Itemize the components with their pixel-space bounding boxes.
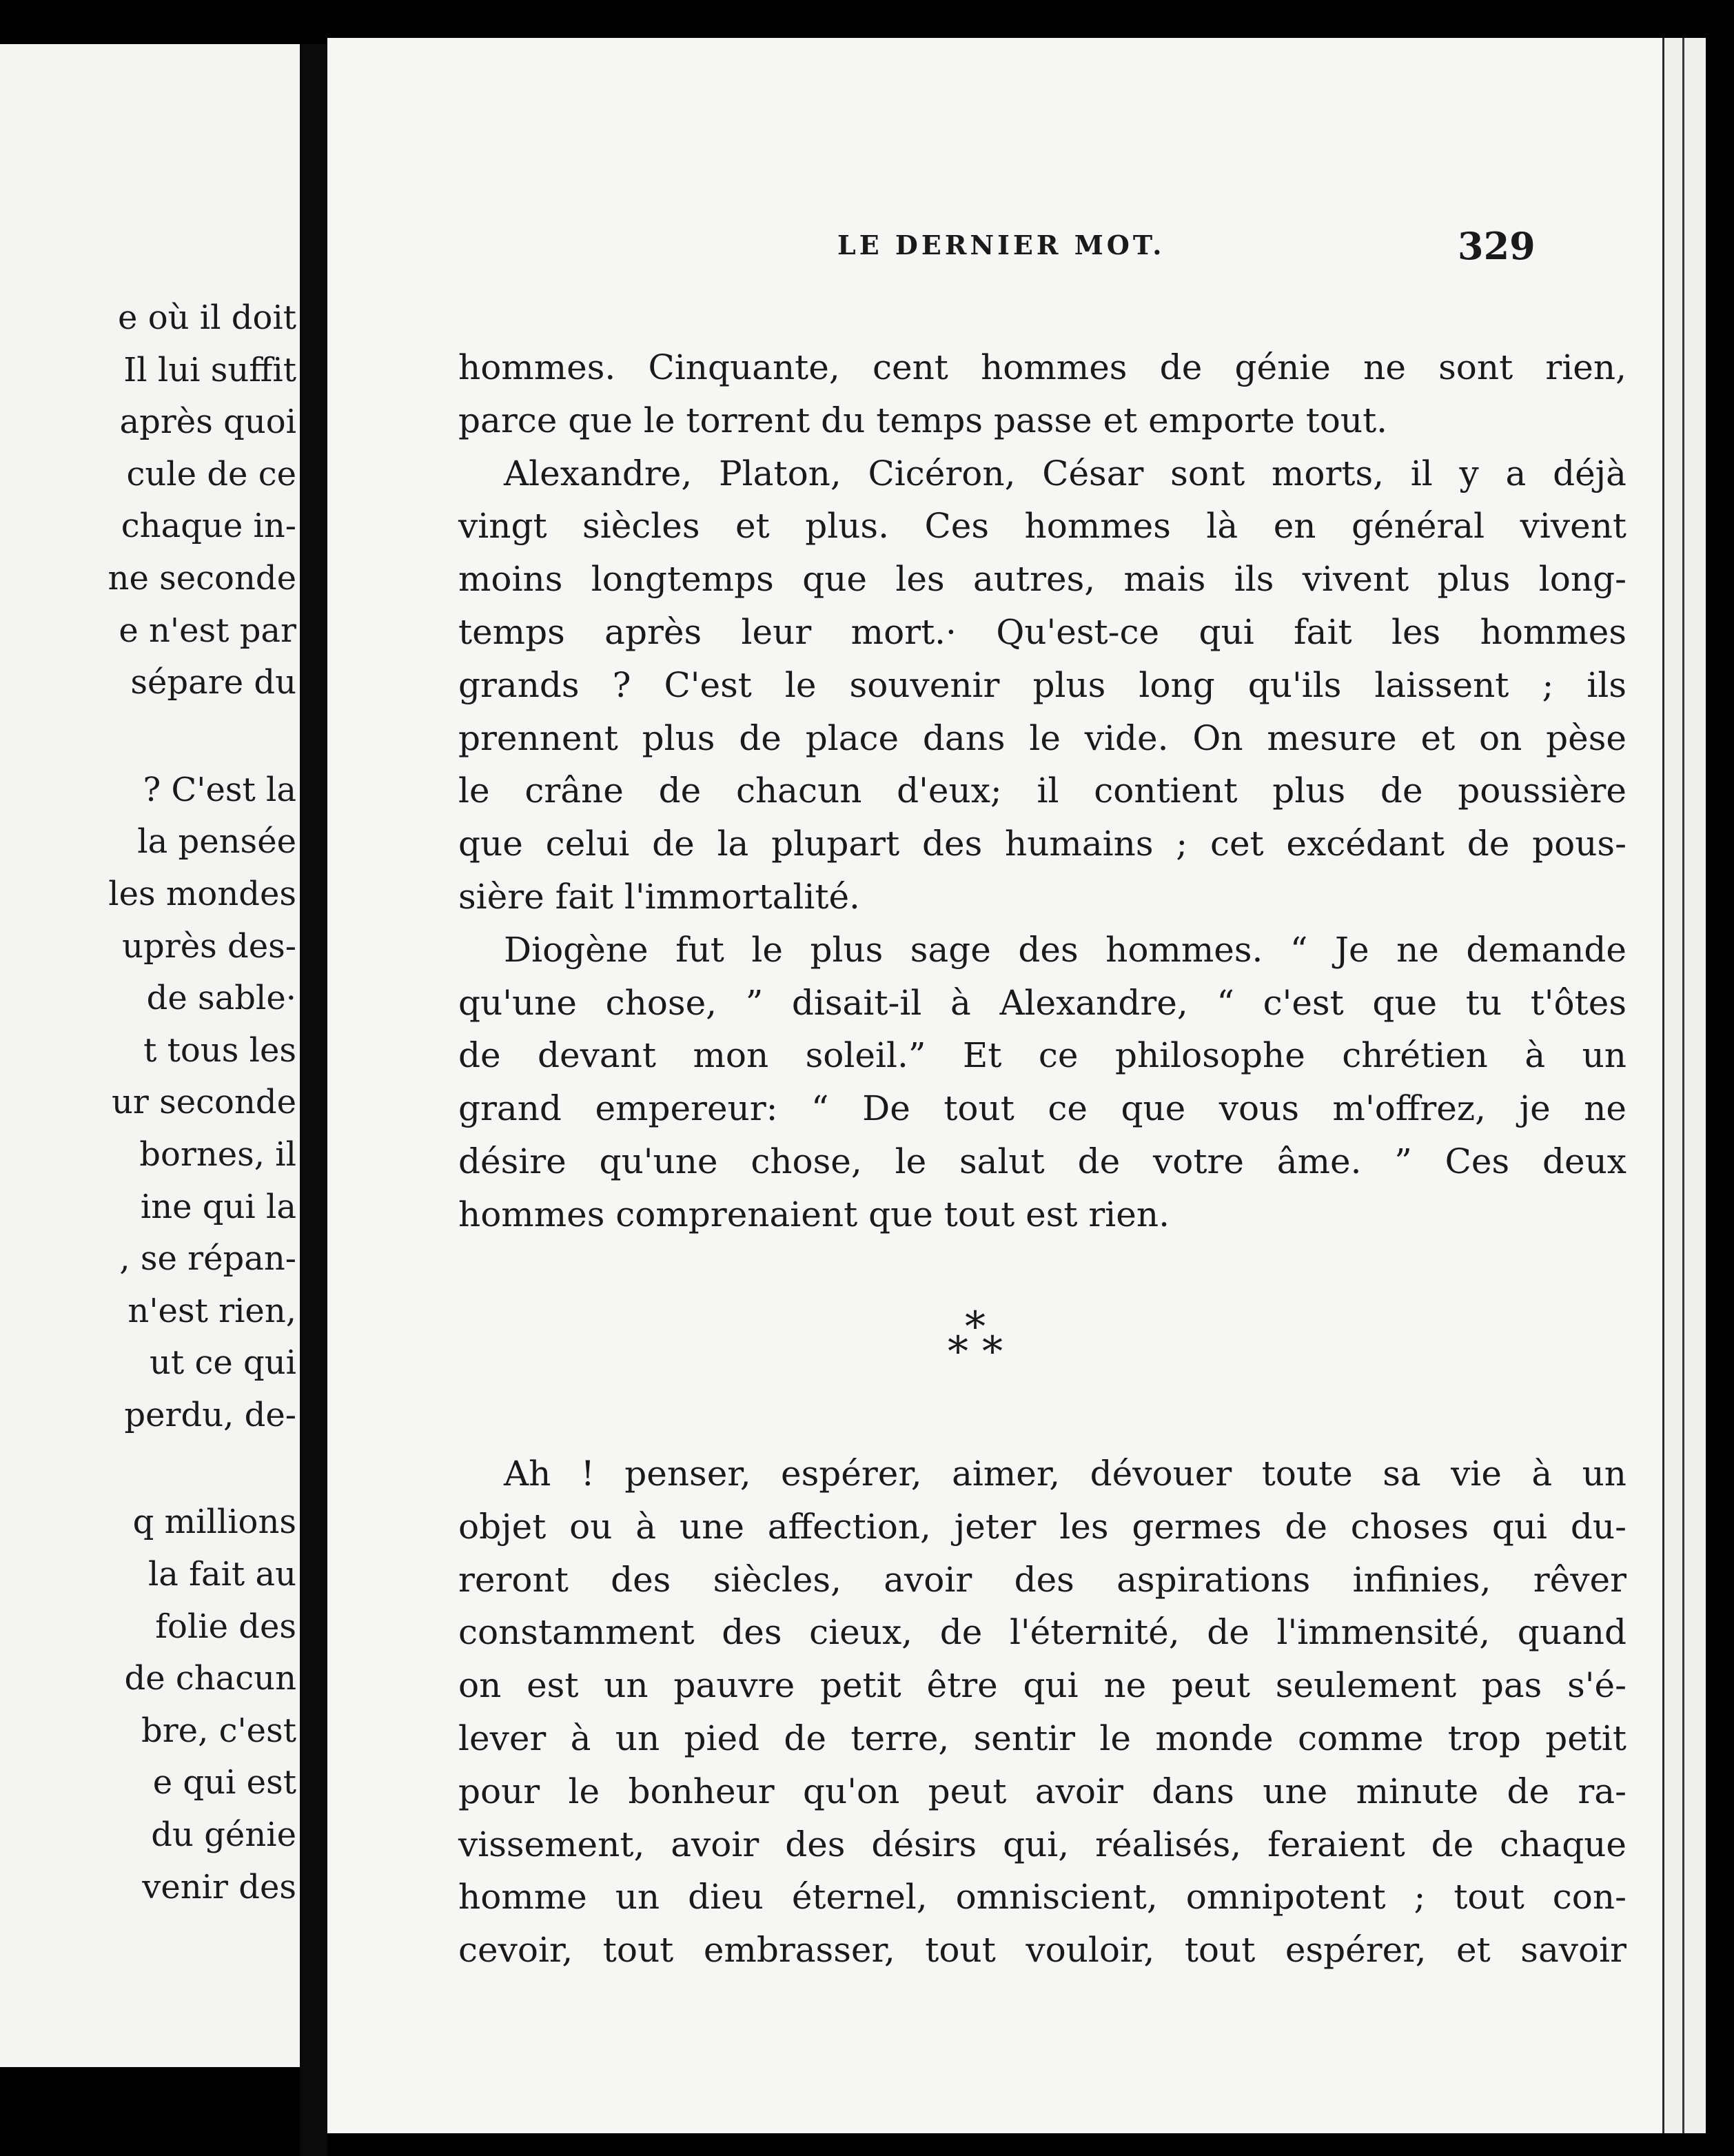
left-line: perdu, de- xyxy=(124,1395,296,1434)
left-line: bre, c'est xyxy=(141,1711,296,1750)
left-line: e où il doit xyxy=(118,298,296,337)
page-edge xyxy=(1662,38,1706,2133)
text-line: Alexandre, Platon, Cicéron, César sont morts, il y a déjà xyxy=(504,453,1626,494)
text-line: que celui de la plupart des humains ; cet excédant de pous- xyxy=(458,824,1626,864)
left-line: la pensée xyxy=(137,822,296,862)
left-page xyxy=(0,44,300,2067)
text-line: objet ou à une affection, jeter les germes de choses qui du- xyxy=(458,1506,1626,1547)
left-line: après quoi xyxy=(119,403,296,442)
running-head: LE DERNIER MOT. xyxy=(837,230,1165,261)
text-line: désire qu'une chose, le salut de votre âme. ” Ces deux xyxy=(458,1141,1626,1181)
paragraph-block-2 xyxy=(458,1447,1626,1977)
left-line: bornes, il xyxy=(139,1135,296,1174)
text-line: temps après leur mort.· Qu'est-ce qui fait les hommes xyxy=(458,611,1626,652)
text-line: homme un dieu éternel, omniscient, omnipotent ; tout con- xyxy=(458,1877,1626,1918)
text-line: reront des siècles, avoir des aspirations infinies, rêver xyxy=(458,1559,1626,1600)
left-line: sépare du xyxy=(130,663,296,702)
left-line: ine qui la xyxy=(140,1187,296,1226)
left-line: venir des xyxy=(142,1867,296,1906)
text-line: le crâne de chacun d'eux; il contient plus de poussière xyxy=(458,771,1626,811)
left-line: uprès des- xyxy=(122,926,296,966)
left-line: la fait au xyxy=(147,1555,296,1594)
page-number: 329 xyxy=(1458,224,1536,268)
text-line: hommes comprenaient que tout est rien. xyxy=(458,1194,1170,1234)
text-line: grand empereur: “ De tout ce que vous m'offrez, je ne xyxy=(458,1088,1626,1129)
left-line: ne seconde xyxy=(108,558,296,598)
left-line: de chacun xyxy=(124,1659,296,1698)
text-line: Ah ! penser, espérer, aimer, dévouer toute sa vie à un xyxy=(504,1454,1626,1494)
text-line: on est un pauvre petit être qui ne peut seulement pas s'é- xyxy=(458,1665,1626,1706)
text-line: pour le bonheur qu'on peut avoir dans une minute de ra- xyxy=(458,1771,1626,1811)
left-line: n'est rien, xyxy=(127,1291,296,1330)
left-line-gap xyxy=(0,709,296,764)
right-page xyxy=(327,38,1706,2133)
paragraph-block-1 xyxy=(458,341,1626,1241)
text-line: moins longtemps que les autres, mais ils vivent plus long- xyxy=(458,559,1626,600)
left-line: du génie xyxy=(151,1816,296,1855)
text-line: de devant mon soleil.” Et ce philosophe chrétien à un xyxy=(458,1035,1626,1076)
text-line: parce que le torrent du temps passe et emporte tout. xyxy=(458,400,1388,440)
text-line: qu'une chose, ” disait-il à Alexandre, “ c'est que tu t'ôtes xyxy=(458,982,1626,1023)
text-line: Diogène fut le plus sage des hommes. “ Je ne demande xyxy=(504,929,1626,970)
left-line-gap xyxy=(0,1441,296,1496)
left-line: chaque in- xyxy=(121,507,296,546)
section-asterism xyxy=(927,1303,1023,1376)
asterism-star-left: * xyxy=(948,1328,968,1376)
text-line: constamment des cieux, de l'éternité, de l'immensité, quand xyxy=(458,1612,1626,1653)
left-line: de sable· xyxy=(146,979,296,1018)
asterism-star-top: * xyxy=(965,1303,986,1351)
left-line: q millions xyxy=(132,1503,296,1542)
left-line: les mondes xyxy=(108,874,296,913)
book-gutter xyxy=(300,44,327,2156)
text-line: grands ? C'est le souvenir plus long qu'ils laissent ; ils xyxy=(458,664,1626,705)
left-line: e n'est par xyxy=(119,611,296,650)
text-line: lever à un pied de terre, sentir le monde comme trop petit xyxy=(458,1718,1626,1758)
left-line: ? C'est la xyxy=(143,770,296,809)
left-line: ur seconde xyxy=(112,1083,296,1122)
text-line: sière fait l'immortalité. xyxy=(458,876,860,917)
text-line: vingt siècles et plus. Ces hommes là en général vivent xyxy=(458,506,1626,547)
left-line: Il lui suffit xyxy=(123,350,296,389)
left-line: cule de ce xyxy=(126,454,296,494)
text-line: vissement, avoir des désirs qui, réalisés, feraient de chaque xyxy=(458,1824,1626,1864)
left-line: ut ce qui xyxy=(150,1343,296,1383)
left-page-text xyxy=(0,292,296,1913)
left-line: , se répan- xyxy=(119,1239,296,1279)
left-line: t tous les xyxy=(143,1030,296,1070)
asterism-star-right: * xyxy=(982,1328,1003,1376)
text-line: cevoir, tout embrasser, tout vouloir, tout espérer, et savoir xyxy=(458,1930,1626,1971)
left-line: folie des xyxy=(155,1607,296,1646)
text-line: prennent plus de place dans le vide. On mesure et on pèse xyxy=(458,718,1626,758)
left-line: e qui est xyxy=(152,1763,296,1802)
text-line: hommes. Cinquante, cent hommes de génie ne sont rien, xyxy=(458,347,1626,387)
